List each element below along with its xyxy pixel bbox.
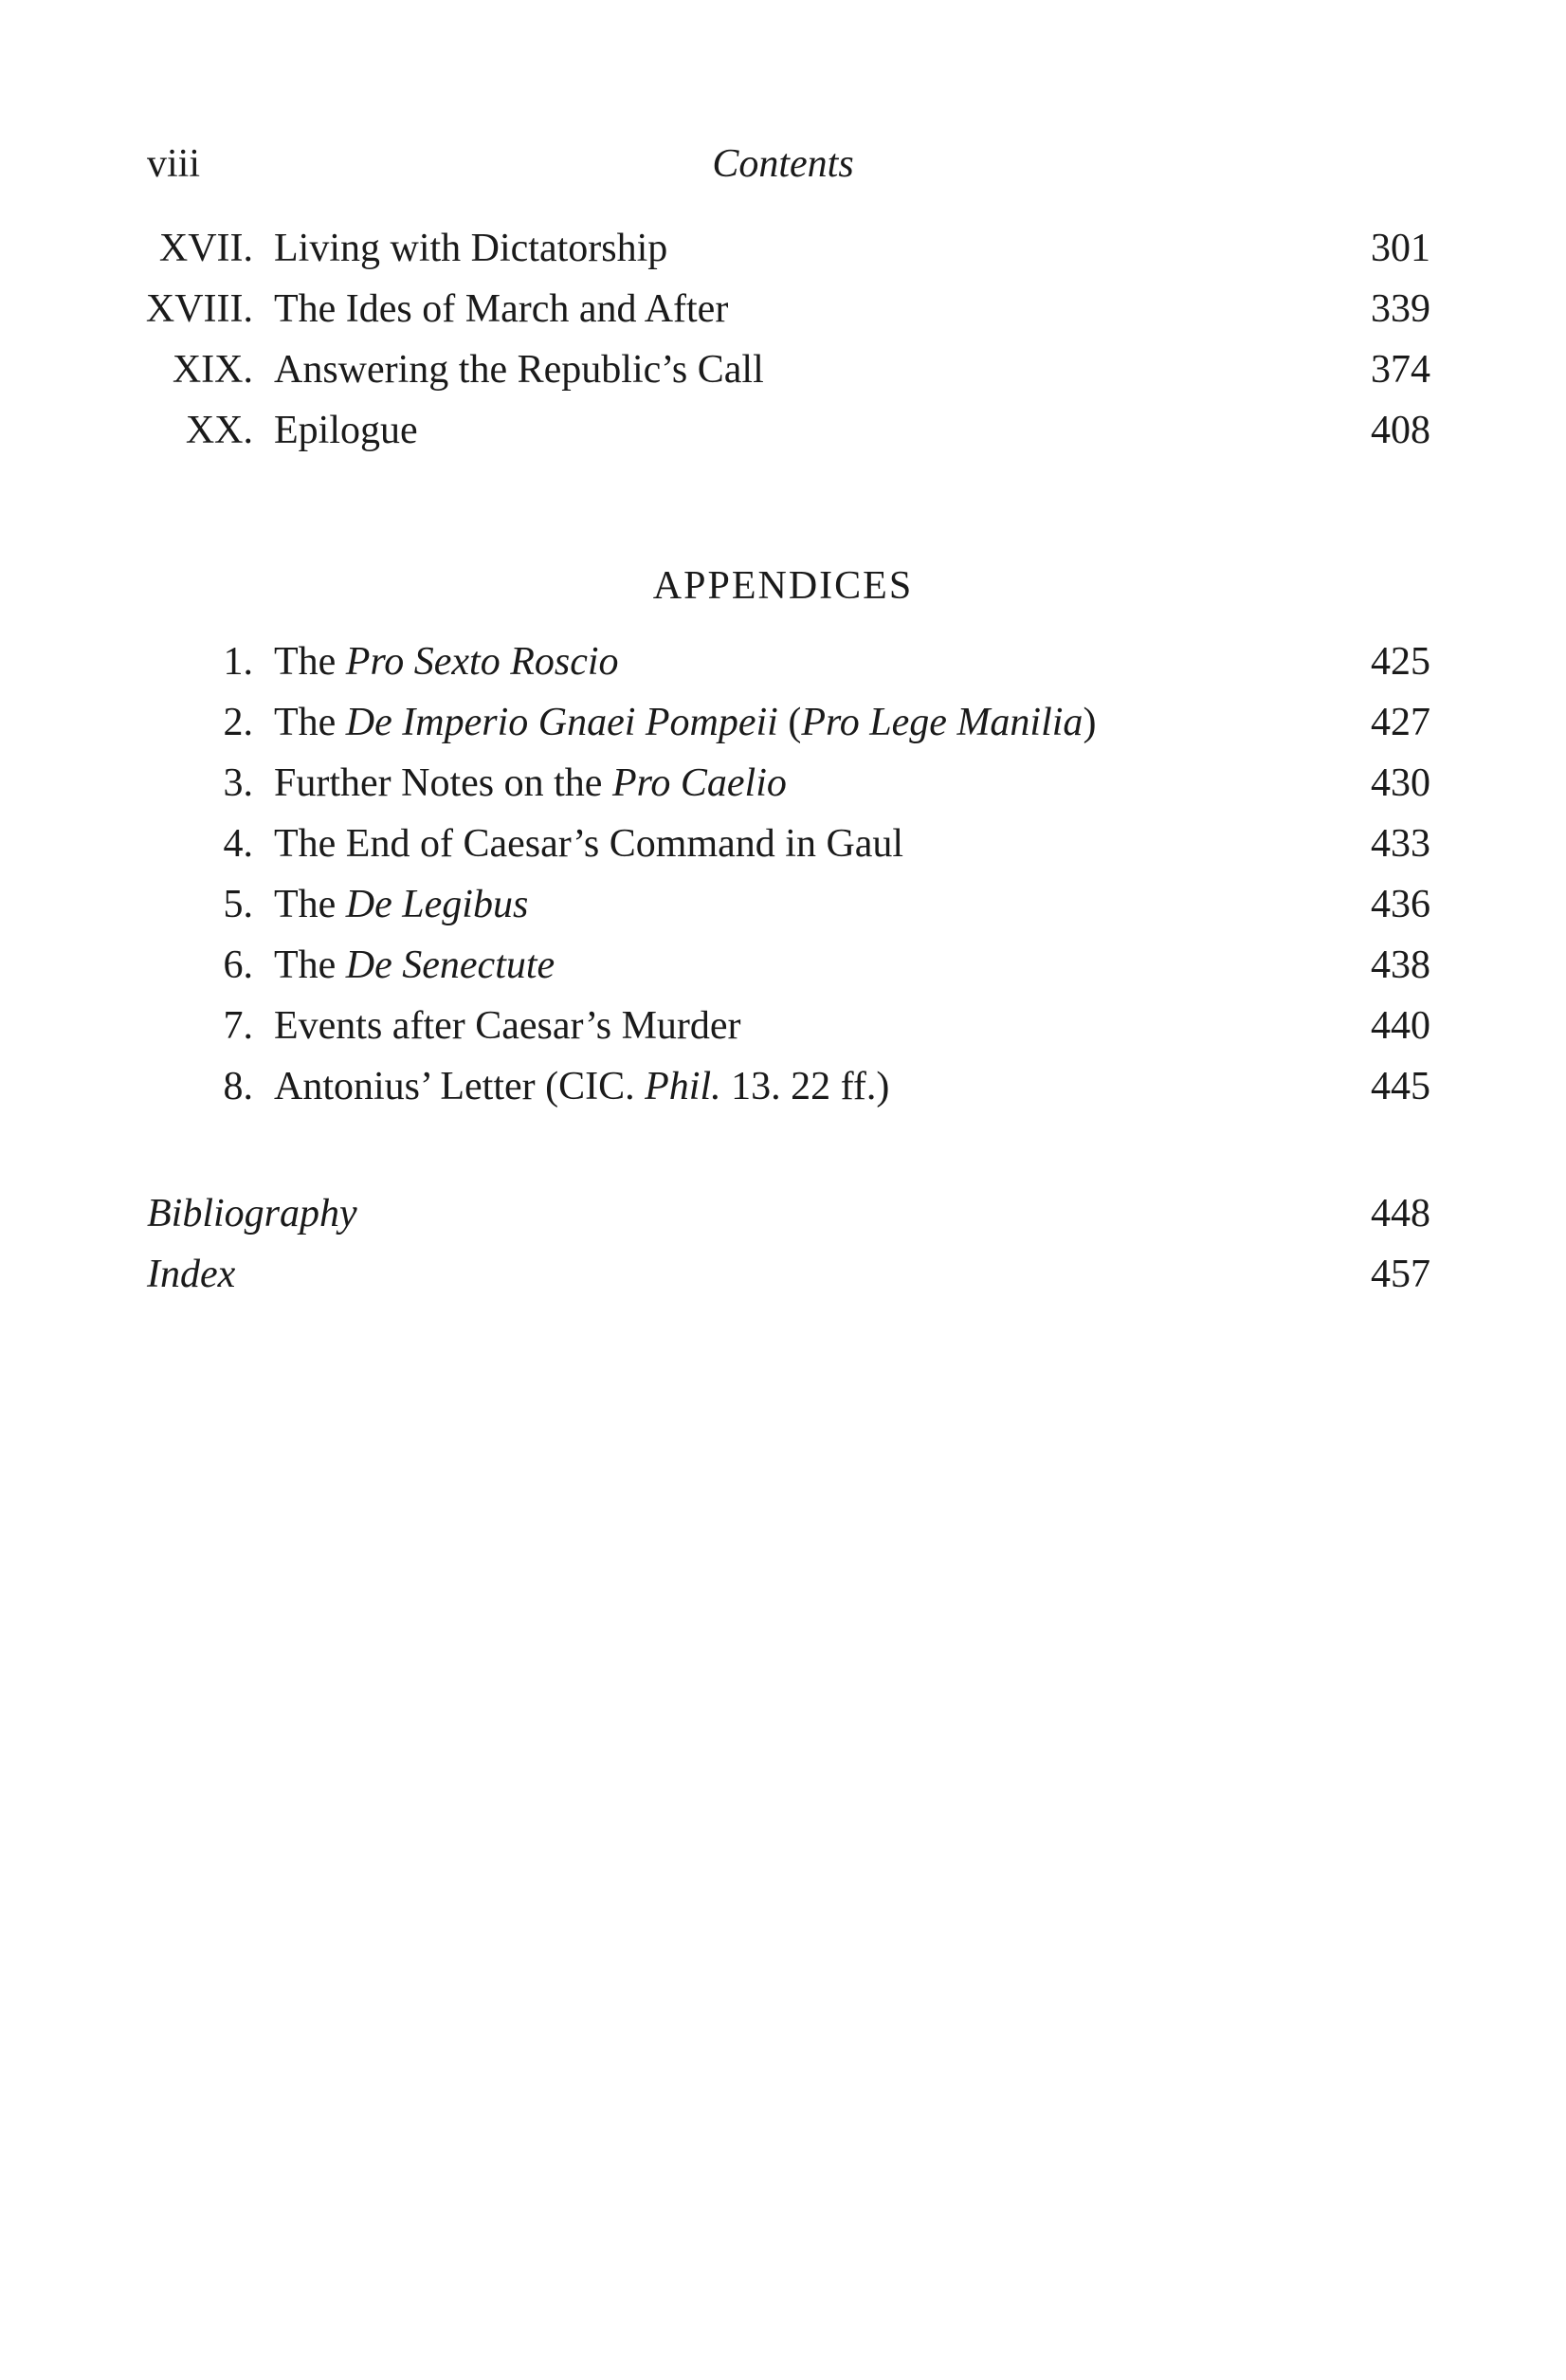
toc-entry-chapter[interactable]: [0, 220, 1566, 277]
chapter-title: Answering the Republic’s Call: [274, 348, 764, 392]
page-reference: 425: [1371, 640, 1430, 684]
back-matter-title: Bibliography: [147, 1192, 357, 1236]
appendix-number: 1.: [223, 640, 253, 684]
appendix-number: 6.: [223, 943, 253, 987]
appendix-number: 2.: [223, 701, 253, 744]
appendix-title: Events after Caesar’s Murder: [274, 1004, 741, 1048]
page-reference: 408: [1371, 409, 1430, 452]
chapter-number: XX.: [185, 409, 253, 452]
appendix-title: The De Legibus: [274, 883, 529, 926]
page-reference: 430: [1371, 761, 1430, 805]
toc-entry-index[interactable]: [0, 1246, 1566, 1303]
appendix-title: The Pro Sexto Roscio: [274, 640, 619, 684]
chapter-title: Living with Dictatorship: [274, 227, 668, 270]
appendix-number: 4.: [223, 822, 253, 866]
chapter-title: The Ides of March and After: [274, 287, 729, 331]
appendix-title: The End of Caesar’s Command in Gaul: [274, 822, 904, 866]
toc-entry-appendix[interactable]: [0, 876, 1566, 933]
toc-entry-appendix[interactable]: [0, 755, 1566, 812]
page-reference: 440: [1371, 1004, 1430, 1048]
running-title: Contents: [712, 142, 854, 186]
toc-entry-appendix[interactable]: [0, 998, 1566, 1054]
appendix-title: Antonius’ Letter (CIC. Phil. 13. 22 ff.): [274, 1065, 890, 1108]
toc-entry-appendix[interactable]: [0, 1058, 1566, 1115]
page-reference: 433: [1371, 822, 1430, 866]
appendix-number: 5.: [223, 883, 253, 926]
toc-entry-appendix[interactable]: [0, 694, 1566, 751]
appendix-number: 7.: [223, 1004, 253, 1048]
appendix-title: Further Notes on the Pro Caelio: [274, 761, 787, 805]
toc-entry-chapter[interactable]: [0, 402, 1566, 459]
page-reference: 339: [1371, 287, 1430, 331]
toc-entry-chapter[interactable]: [0, 341, 1566, 398]
page-reference: 448: [1371, 1192, 1430, 1236]
appendices-heading: APPENDICES: [652, 564, 914, 608]
toc-entry-appendix[interactable]: [0, 633, 1566, 690]
page-reference: 436: [1371, 883, 1430, 926]
toc-entry-appendix[interactable]: [0, 815, 1566, 872]
appendix-title: The De Senectute: [274, 943, 555, 987]
chapter-number: XVIII.: [145, 287, 253, 331]
page-reference: 457: [1371, 1253, 1430, 1296]
appendix-number: 3.: [223, 761, 253, 805]
appendix-title: The De Imperio Gnaei Pompeii (Pro Lege Manilia): [274, 701, 1097, 744]
toc-entry-bibliography[interactable]: [0, 1185, 1566, 1242]
page-reference: 374: [1371, 348, 1430, 392]
page-reference: 427: [1371, 701, 1430, 744]
toc-entry-chapter[interactable]: [0, 281, 1566, 338]
page-number: viii: [147, 142, 201, 186]
chapter-number: XVII.: [158, 227, 253, 270]
chapter-title: Epilogue: [274, 409, 418, 452]
page-reference: 438: [1371, 943, 1430, 987]
back-matter-title: Index: [147, 1253, 236, 1296]
appendix-number: 8.: [223, 1065, 253, 1108]
page-reference: 301: [1371, 227, 1430, 270]
toc-entry-appendix[interactable]: [0, 937, 1566, 994]
chapter-number: XIX.: [172, 348, 253, 392]
page-reference: 445: [1371, 1065, 1430, 1108]
